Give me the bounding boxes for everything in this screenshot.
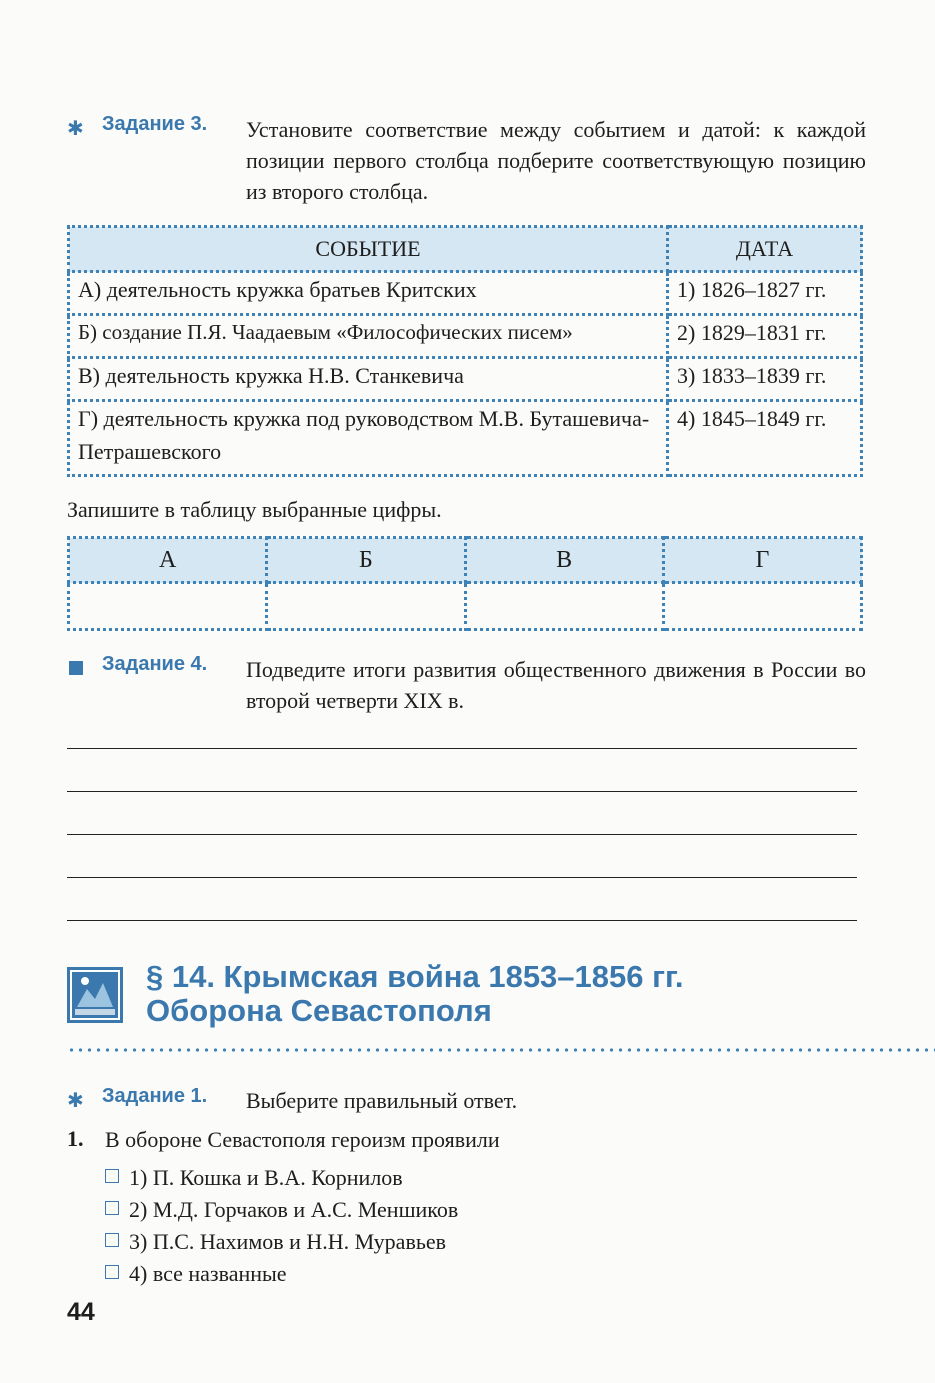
section-title-line2: Оборона Севастополя	[146, 993, 492, 1028]
answer-header-g: Г	[663, 538, 861, 583]
table-row	[69, 358, 862, 401]
answer-cell-v[interactable]	[465, 583, 663, 630]
answer-line[interactable]	[67, 877, 857, 878]
question-number: 1.	[67, 1126, 84, 1151]
option-4[interactable]: 4) все названные	[105, 1260, 287, 1288]
square-marker-icon	[69, 661, 83, 675]
table-row	[69, 401, 862, 476]
asterisk-icon: ✱	[67, 116, 84, 140]
section-title	[146, 960, 683, 1028]
question-text: В обороне Севастополя героизм проявили	[105, 1127, 500, 1152]
answer-cell-b[interactable]	[267, 583, 465, 630]
column-header-event: СОБЫТИЕ	[69, 227, 668, 272]
task3-text: Установите соответствие между событием и датой: к каждой позиции первого столбца подберите соответствующую позицию из второго столбца.	[246, 117, 866, 204]
checkbox-icon[interactable]	[105, 1233, 119, 1247]
answer-line[interactable]	[67, 748, 857, 749]
date-3: 3) 1833–1839 гг.	[668, 358, 862, 401]
answer-line[interactable]	[67, 920, 857, 921]
matching-table	[67, 225, 863, 477]
answer-cell-g[interactable]	[663, 583, 861, 630]
date-4: 4) 1845–1849 гг.	[668, 401, 862, 476]
option-3[interactable]: 3) П.С. Нахимов и Н.Н. Муравьев	[105, 1228, 446, 1256]
answer-header-a: А	[69, 538, 267, 583]
date-1: 1) 1826–1827 гг.	[668, 272, 862, 315]
event-v: В) деятельность кружка Н.В. Станкевича	[69, 358, 668, 401]
checkbox-icon[interactable]	[105, 1265, 119, 1279]
section-emblem-icon	[67, 967, 123, 1023]
answer-line[interactable]	[67, 834, 857, 835]
event-a: А) деятельность кружка братьев Критских	[69, 272, 668, 315]
event-g: Г) деятельность кружка под руководством М.В. Буташевича-Петрашевского	[69, 401, 668, 476]
answer-prompt: Запишите в таблицу выбранные цифры.	[67, 497, 442, 522]
task3-label: Задание 3.	[102, 113, 208, 135]
task4-text: Подведите итоги развития общественного движения в России во второй четверти XIX в.	[246, 657, 866, 713]
task1-text: Выберите правильный ответ.	[246, 1088, 518, 1113]
date-2: 2) 1829–1831 гг.	[668, 315, 862, 358]
section-title-line1: § 14. Крымская война 1853–1856 гг.	[146, 959, 684, 994]
answer-header-b: Б	[267, 538, 465, 583]
answer-cell-a[interactable]	[69, 583, 267, 630]
dotted-divider	[67, 1047, 935, 1053]
checkbox-icon[interactable]	[105, 1201, 119, 1215]
page-number: 44	[67, 1298, 95, 1326]
answer-table	[67, 536, 863, 631]
task4-label: Задание 4.	[102, 653, 208, 675]
asterisk-icon: ✱	[67, 1088, 84, 1112]
table-row	[69, 272, 862, 315]
column-header-date: ДАТА	[668, 227, 862, 272]
answer-header-v: В	[465, 538, 663, 583]
table-row	[69, 315, 862, 358]
option-2[interactable]: 2) М.Д. Горчаков и А.С. Меншиков	[105, 1196, 458, 1224]
option-1[interactable]: 1) П. Кошка и В.А. Корнилов	[105, 1164, 403, 1192]
event-b: Б) создание П.Я. Чаадаевым «Философических писем»	[69, 315, 668, 358]
answer-line[interactable]	[67, 791, 857, 792]
checkbox-icon[interactable]	[105, 1169, 119, 1183]
task1-label: Задание 1.	[102, 1085, 208, 1107]
